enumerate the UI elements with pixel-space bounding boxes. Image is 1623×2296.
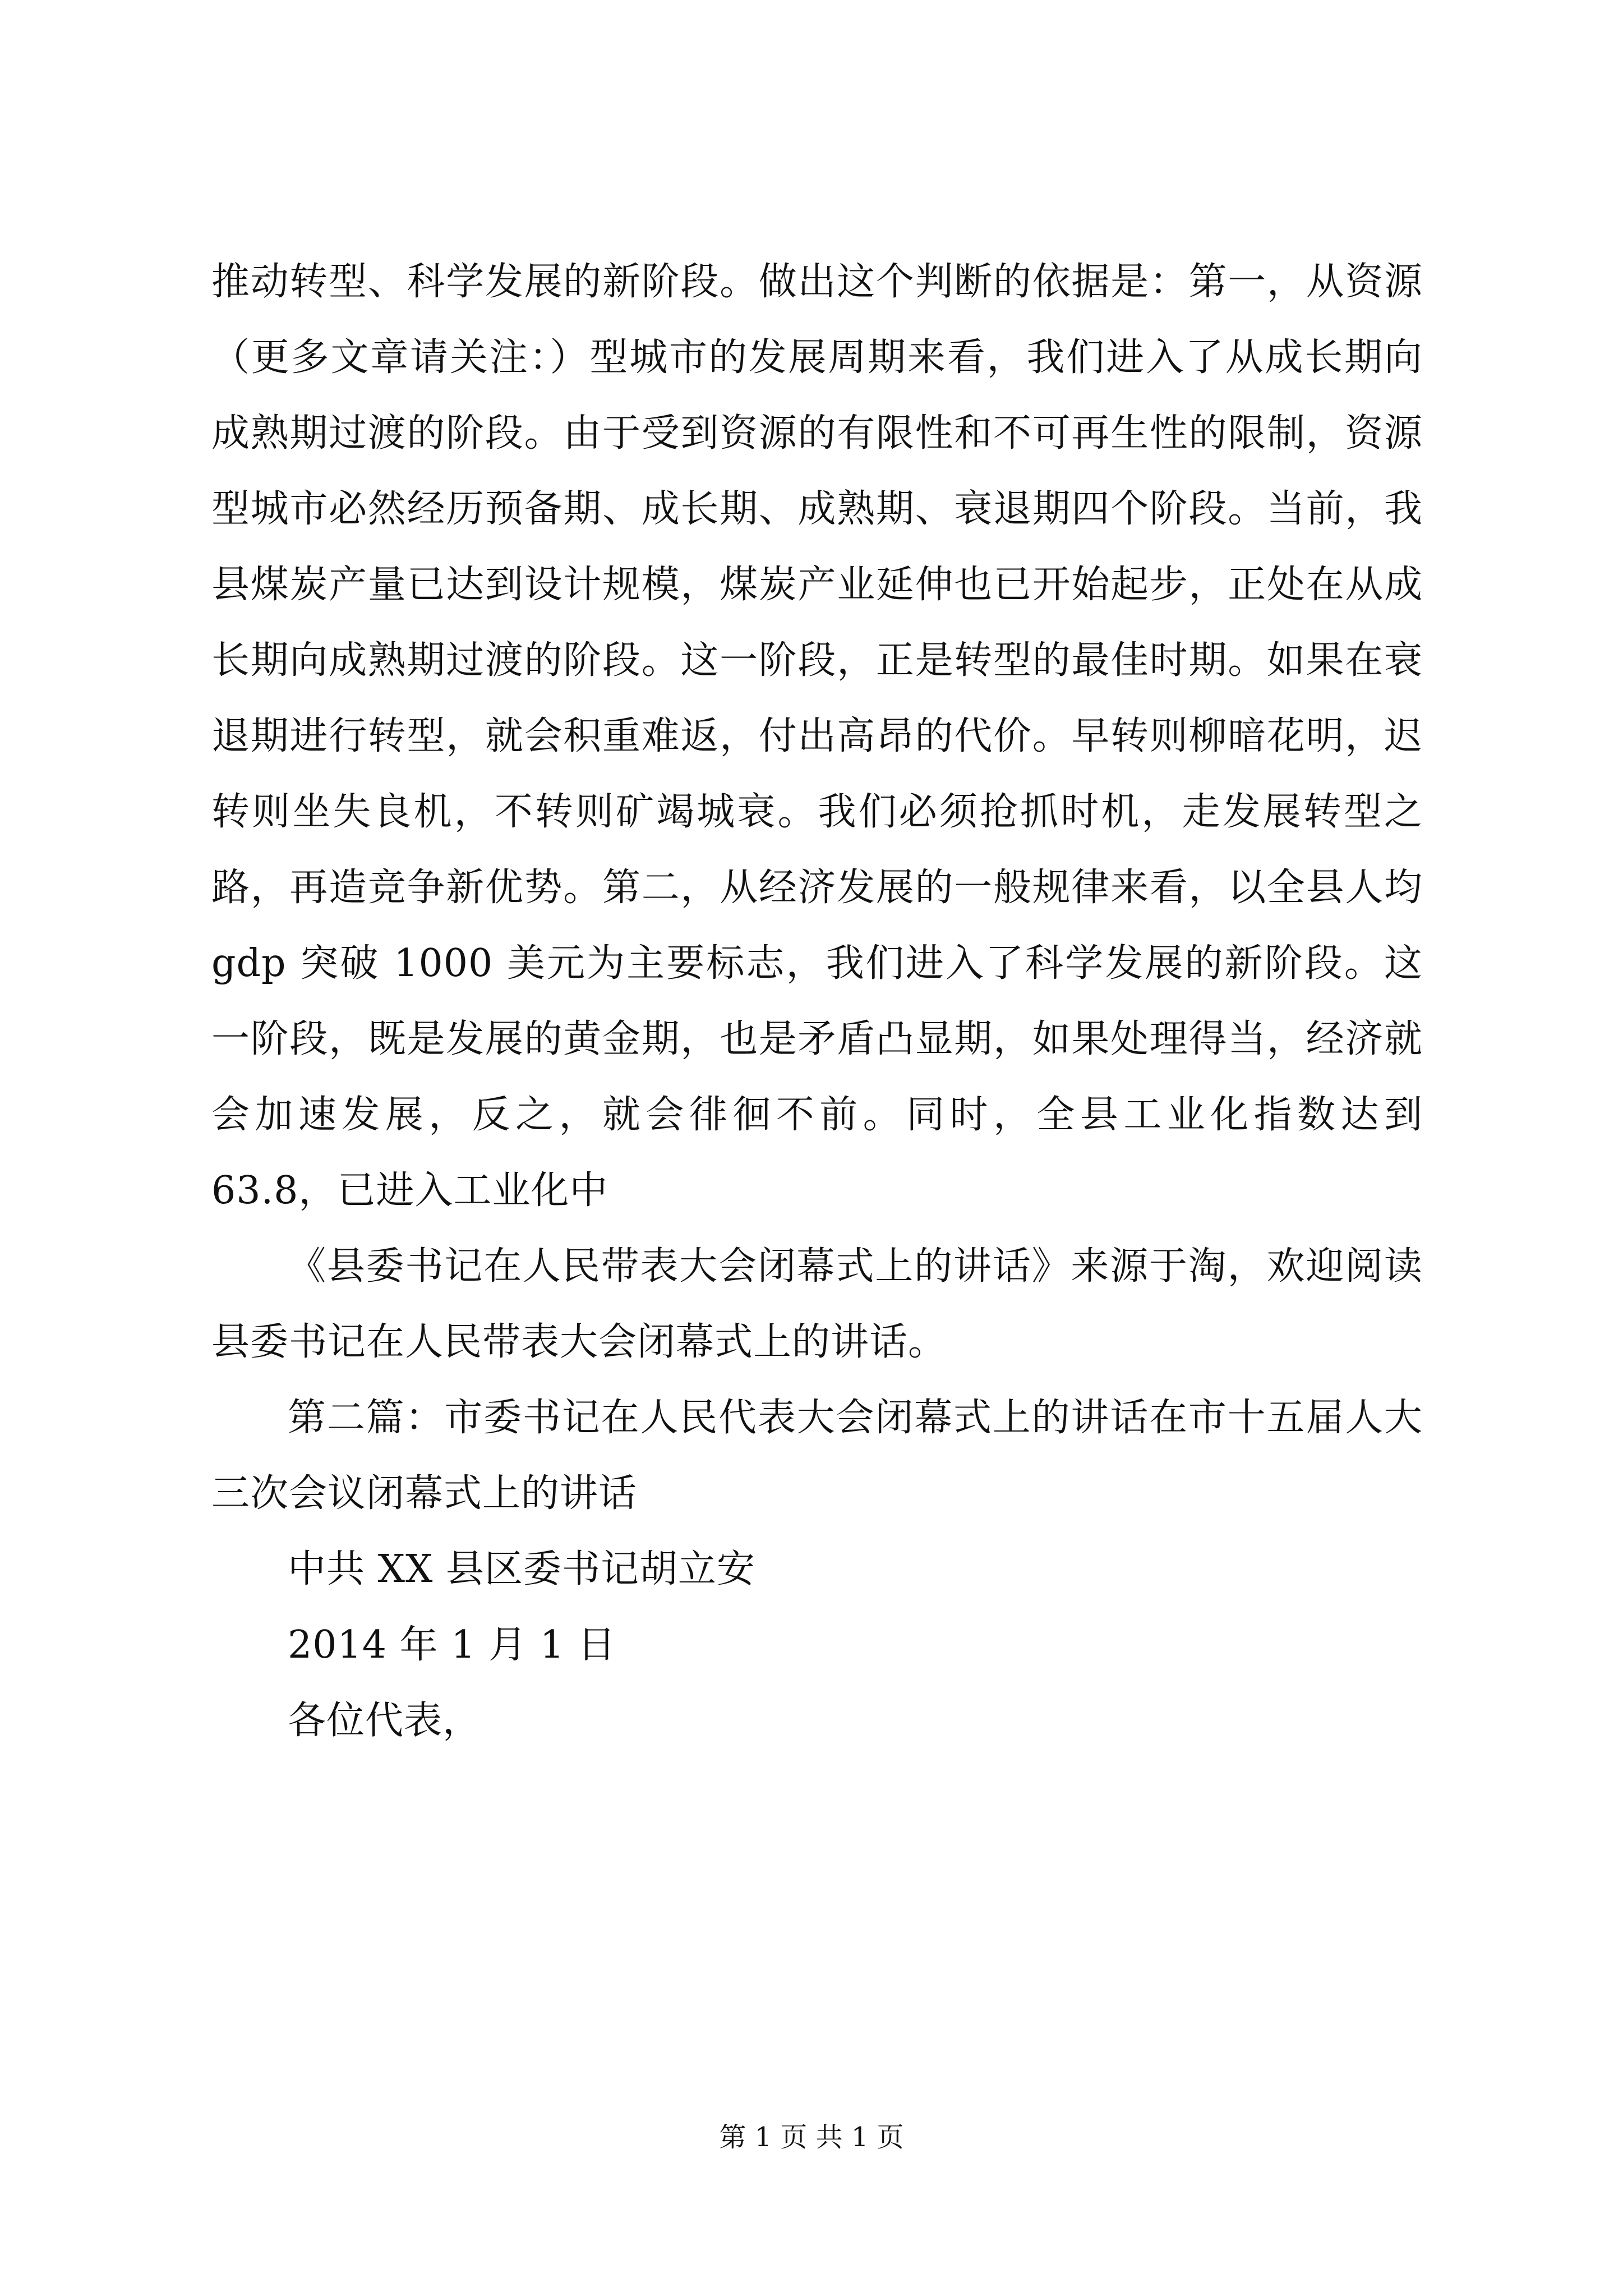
body-paragraph-3: 第二篇：市委书记在人民代表大会闭幕式上的讲话在市十五届人大三次会议闭幕式上的讲话 bbox=[211, 1396, 1423, 1516]
date-line: 2014 年 1 月 1 日 bbox=[288, 1623, 616, 1667]
document-body bbox=[211, 244, 1423, 1759]
salutation-line: 各位代表， bbox=[288, 1699, 482, 1743]
body-paragraph-1: 推动转型、科学发展的新阶段。做出这个判断的依据是：第一，从资源（更多文章请关注：）型城市的发展周期来看，我们进入了从成长期向成熟期过渡的阶段。由于受到资源的有限性和不可再生性的限制，资源型城市必然经历预备期、成长期、成熟期、衰退期四个阶段。当前，我县煤炭产量已达到设计规模，煤炭产业延伸也已开始起步，正处在从成长期向成熟期过渡的阶段。这一阶段，正是转型的最佳时期。如果在衰退期进行转型，就会积重难返，付出高昂的代价。早转则柳暗花明，迟转则坐失良机，不转则矿竭城衰。我们必须抢抓时机，走发展转型之路，再造竞争新优势。第二，从经济发展的一般规律来看，以全县人均 gdp 突破 1000 美元为主要标志，我们进入了科学发展的新阶段。这一阶段，既是发展的黄金期，也是矛盾凸显期，如果处理得当，经济就会加速发展，反之，就会徘徊不前。同时，全县工业化指数达到 63.8，已进入工业化中 bbox=[211, 260, 1423, 1213]
page-footer: 第 1 页 共 1 页 bbox=[719, 2122, 904, 2153]
author-line: 中共 XX 县区委书记胡立安 bbox=[288, 1547, 756, 1591]
body-paragraph-2: 《县委书记在人民带表大会闭幕式上的讲话》来源于淘，欢迎阅读县委书记在人民带表大会闭幕式上的讲话。 bbox=[211, 1244, 1423, 1364]
